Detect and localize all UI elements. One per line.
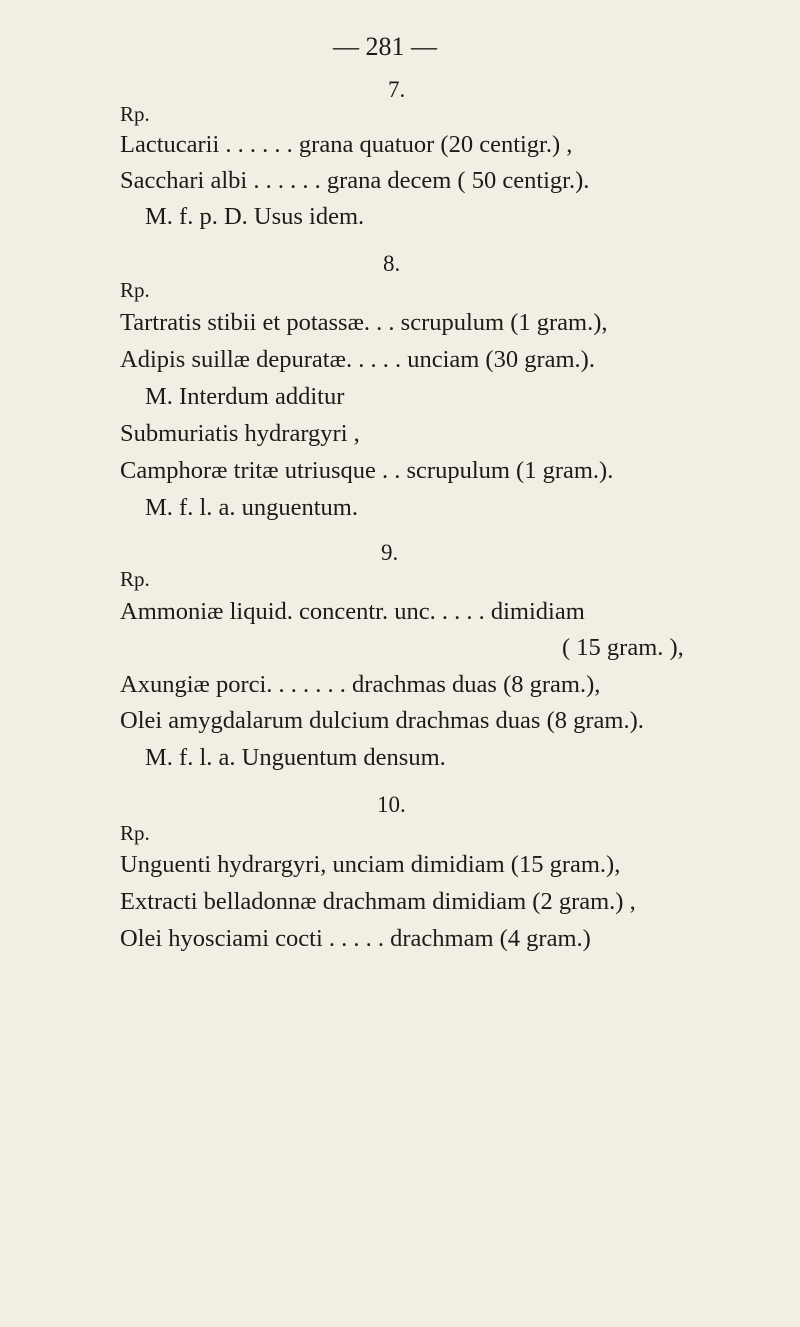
recipe-rp: Rp.: [120, 102, 150, 126]
recipe-line: Ammoniæ liquid. concentr. unc. . . . . dimidiam: [120, 598, 585, 625]
recipe-rp: Rp.: [120, 821, 150, 845]
recipe-number: 10.: [377, 792, 406, 817]
recipe-line: M. Interdum additur: [145, 383, 345, 410]
recipe-line: Adipis suillæ depuratæ. . . . . unciam (30 gram.).: [120, 346, 595, 373]
recipe-line: ( 15 gram. ),: [562, 634, 684, 661]
recipe-number: 9.: [381, 540, 399, 565]
recipe-line: Olei amygdalarum dulcium drachmas duas (8 gram.).: [120, 707, 644, 734]
recipe-line: M. f. l. a. Unguentum densum.: [145, 744, 446, 771]
recipe-rp: Rp.: [120, 278, 150, 302]
recipe-line: Sacchari albi . . . . . . grana decem ( 50 centigr.).: [120, 167, 590, 194]
recipe-number: 7.: [388, 77, 406, 102]
recipe-line: Extracti belladonnæ drachmam dimidiam (2 gram.) ,: [120, 888, 636, 915]
recipe-line: Submuriatis hydrargyri ,: [120, 420, 360, 447]
recipe-line: M. f. p. D. Usus idem.: [145, 203, 365, 230]
recipe-line: Camphoræ tritæ utriusque . . scrupulum (1 gram.).: [120, 457, 614, 484]
recipe-line: Unguenti hydrargyri, unciam dimidiam (15 gram.),: [120, 851, 621, 878]
recipe-line: M. f. l. a. unguentum.: [145, 494, 358, 521]
recipe-line: Olei hyosciami cocti . . . . . drachmam (4 gram.): [120, 925, 591, 952]
recipe-number: 8.: [383, 251, 401, 276]
recipe-line: Tartratis stibii et potassæ. . . scrupulum (1 gram.),: [120, 309, 608, 336]
recipe-rp: Rp.: [120, 567, 150, 591]
page-header: — 281 —: [333, 32, 437, 61]
recipe-line: Lactucarii . . . . . . grana quatuor (20 centigr.) ,: [120, 131, 573, 158]
recipe-line: Axungiæ porci. . . . . . . drachmas duas (8 gram.),: [120, 671, 601, 698]
